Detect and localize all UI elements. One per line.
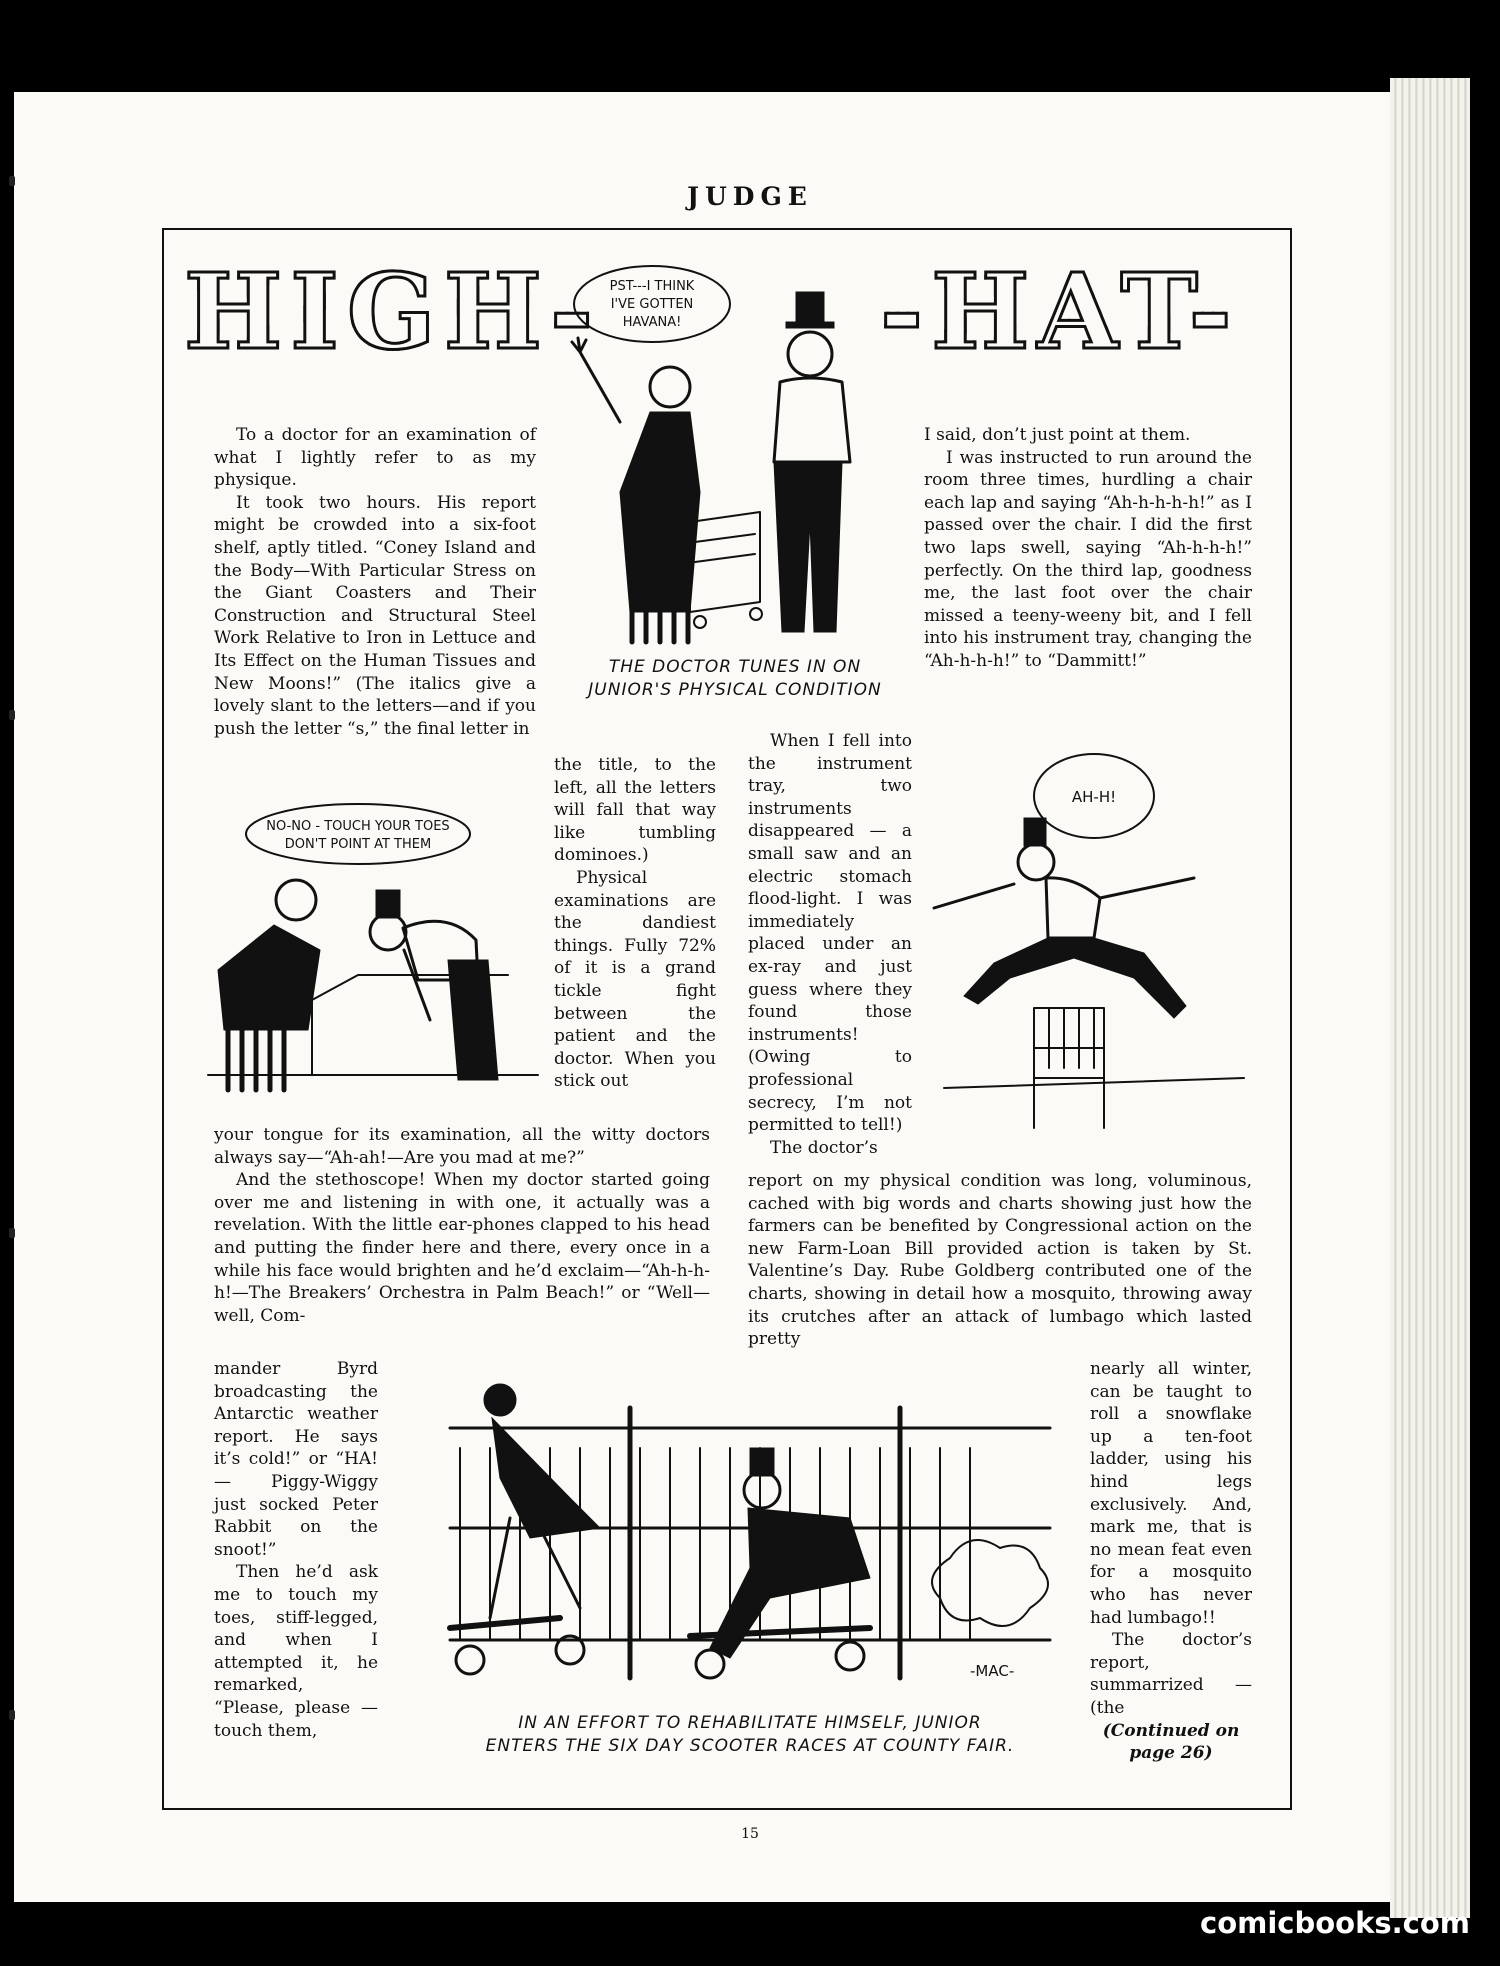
junior-figure <box>934 818 1194 1018</box>
bubble-line: I'VE GOTTEN <box>610 297 694 312</box>
column-mid-a <box>554 754 716 1093</box>
page-edge-stack <box>1390 78 1470 1918</box>
running-head: JUDGE <box>687 182 813 211</box>
watermark: comicbooks.com <box>1200 1906 1470 1940</box>
bubble-line: NO-NO - TOUCH YOUR TOES <box>266 819 450 834</box>
column-3-bottom <box>1090 1358 1252 1765</box>
paragraph: nearly all winter, can be taught to roll a snowflake up a ten-foot ladder, using his hind legs exclusively. And, mark me, that is no mean feat even for a mosquito who has never had lumbago!! <box>1090 1359 1252 1628</box>
doctor-figure <box>218 880 320 1090</box>
paragraph: And the stethoscope! When my doctor started going over me and listening in with one, it actually was a revelation. With the little ear-phones clapped to his head and putting the finder here and there, every once in a while his face would brighten and he’d exclaim—“Ah-h-h-h!—The Breakers’ Orchestra in Palm Beach!” or “Well—well, Com- <box>214 1170 710 1326</box>
paragraph: I said, don’t just point at them. <box>924 425 1191 445</box>
paragraph: I was instructed to run around the room three times, hurdling a chair each lap and saying “Ah-h-h-h-h!” as I passed over the chair. I did the first two laps swell, saying “Ah-h-h-h!” perfectly. On the third lap, goodness me, the last foot over the chair missed a teeny-weeny bit, and I fell into his instrument tray, changing the “Ah-h-h-h!” to “Dammitt!” <box>924 447 1252 671</box>
bubble-text: AH-H! <box>1071 788 1117 806</box>
artist-signature: -MAC- <box>970 1662 1015 1680</box>
caption-line: THE DOCTOR TUNES IN ON <box>608 657 862 677</box>
paragraph: To a doctor for an examination of what I lightly refer to as my physique. <box>214 425 536 491</box>
paragraph: The doctor’s report, summarrized — (the <box>1090 1630 1252 1718</box>
instrument-table <box>690 512 762 628</box>
column-2-wide <box>748 1170 1252 1351</box>
paragraph: It took two hours. His report might be crowded into a six-foot shelf, aptly titled. “Coney Island and the Body—With Particular Stress on the Giant Coasters and Their Construction and Structural Steel Work Relative to Iron in Lettuce and Its Effect on the Human Tissues and New Moons!” (The italics give a lovely slant to the letters—and if you push the letter “s,” the final letter in <box>214 492 536 739</box>
headline-right: -HAT- <box>880 250 1240 373</box>
headline-left: HIGH- <box>184 250 602 373</box>
bubble-line: DON'T POINT AT THEM <box>284 837 432 852</box>
caption-doctor <box>570 656 900 702</box>
paragraph: The doctor’s <box>770 1137 878 1158</box>
junior-figure <box>370 890 498 1080</box>
column-1-bottom <box>214 1358 378 1742</box>
caption-line: ENTERS THE SIX DAY SCOOTER RACES AT COUNTY FAIR. <box>485 1736 1015 1756</box>
bubble-line: PST---I THINK <box>609 279 695 294</box>
dust-cloud <box>932 1540 1048 1626</box>
chair <box>1034 1008 1104 1128</box>
cartoon-doctor <box>560 262 890 662</box>
scooters <box>450 1618 870 1678</box>
cartoon-scooter <box>430 1378 1080 1708</box>
paragraph: your tongue for its examination, all the witty doctors always say—“Ah-ah!—Are you mad at me?” <box>214 1125 710 1168</box>
speech-bubble <box>246 804 470 864</box>
paragraph: Then he’d ask me to touch my toes, stiff-legged, and when I attempted it, he remarked, “Please, please —touch them, <box>214 1562 378 1741</box>
caption-scooter <box>410 1712 1090 1758</box>
paragraph: When I fell into the instrument tray, two instruments disappeared — a small saw and an electric stomach flood-light. I was immediately placed under an ex-ray and just guess where they found those instruments! (Owing to professional secrecy, I’m not permitted to tell!) <box>748 731 912 1136</box>
page-number: 15 <box>741 1826 759 1842</box>
paragraph: Physical examinations are the dandiest things. Fully 72% of it is a grand tickle fight between the patient and the doctor. When you stick out <box>554 867 716 1092</box>
paragraph: mander Byrd broadcasting the Antarctic weather report. He says it’s cold!” or “HA! — Piggy-Wiggy just socked Peter Rabbit on the snoot!” <box>214 1359 378 1560</box>
paragraph: the title, to the left, all the letters will fall that way like tumbling dominoes.) <box>554 755 716 866</box>
column-1-middle <box>214 1124 710 1327</box>
floor-line <box>944 1078 1244 1088</box>
cartoon-toes <box>208 800 538 1100</box>
continued-note: (Continued on page 26) <box>1102 1720 1240 1764</box>
column-1-top <box>214 424 536 740</box>
column-3-top <box>924 424 1252 673</box>
junior-figure <box>774 292 850 632</box>
binding-hole <box>9 710 15 720</box>
cartoon-hurdle <box>924 748 1254 1148</box>
paragraph: report on my physical condition was long, voluminous, cached with big words and charts showing just how the farmers can be benefited by Congressional action on the new Farm-Loan Bill provided action is taken by St. Valentine’s Day. Rube Goldberg contributed one of the charts, showing in detail how a mosquito, throwing away its crutches after an attack of lumbago which lasted pretty <box>748 1171 1252 1350</box>
doctor-figure <box>572 338 700 642</box>
binding-hole <box>9 1710 15 1720</box>
column-2-middle <box>748 730 912 1159</box>
binding-hole <box>9 1228 15 1238</box>
caption-line: JUNIOR'S PHYSICAL CONDITION <box>588 680 882 700</box>
caption-line: IN AN EFFORT TO REHABILITATE HIMSELF, JUNIOR <box>518 1713 982 1733</box>
girl-figure <box>484 1384 600 1618</box>
bubble-line: HAVANA! <box>622 315 682 330</box>
